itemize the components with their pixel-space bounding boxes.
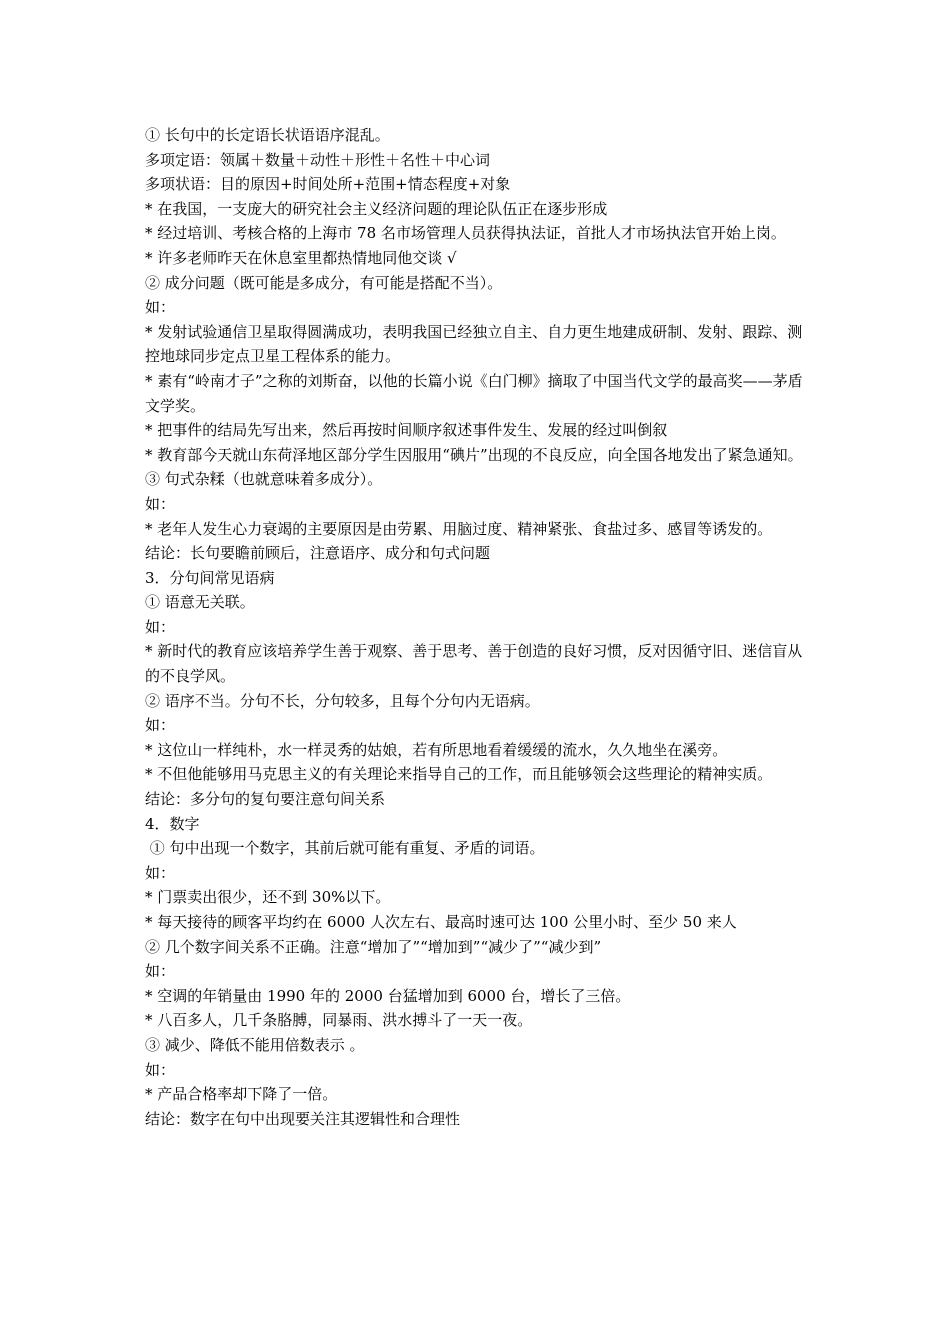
text-line: 如：: [145, 863, 176, 882]
text-line: * 八百多人，几千条胳膊，同暴雨、洪水搏斗了一天一夜。: [145, 1011, 533, 1030]
text-line: 如：: [145, 1060, 176, 1079]
text-line: 4．数字: [145, 814, 200, 833]
document-body: [145, 123, 815, 1131]
text-line: * 教育部今天就山东荷泽地区部分学生因服用“碘片”出现的不良反应，向全国各地发出了紧急通知。: [145, 445, 803, 464]
text-line: 结论：数字在句中出现要关注其逻辑性和合理性: [145, 1109, 461, 1128]
text-line: 3．分句间常见语病: [145, 568, 275, 587]
text-line: ③ 句式杂糅（也就意味着多成分）。: [145, 470, 383, 489]
text-line: * 空调的年销量由 1990 年的 2000 台猛增加到 6000 台，增长了三倍。: [145, 986, 631, 1005]
text-line: ② 语序不当。分句不长，分句较多，且每个分句内无语病。: [145, 691, 540, 710]
text-line: 如：: [145, 716, 176, 735]
text-line: * 不但他能够用马克思主义的有关理论来指导自己的工作，而且能够领会这些理论的精神实质。: [145, 765, 773, 784]
text-line: ① 句中出现一个数字，其前后就可能有重复、矛盾的词语。: [145, 839, 545, 858]
text-line: * 新时代的教育应该培养学生善于观察、善于思考、善于创造的良好习惯，反对因循守旧、迷信盲从的不良学风。: [145, 642, 803, 686]
text-line: * 把事件的结局先写出来，然后再按时间顺序叙述事件发生、发展的经过叫倒叙: [145, 421, 668, 440]
text-line: * 经过培训、考核合格的上海市 78 名市场管理人员获得执法证，首批人才市场执法官开始上岗。: [145, 224, 786, 243]
text-line: 多项定语：领属＋数量＋动性＋形性＋名性＋中心词: [145, 150, 491, 169]
text-line: ② 几个数字间关系不正确。注意“增加了”“增加到”“减少了”“减少到”: [145, 937, 602, 956]
text-line: ③ 减少、降低不能用倍数表示 。: [145, 1035, 365, 1054]
text-line: ① 长句中的长定语长状语语序混乱。: [145, 126, 390, 144]
text-line: * 这位山一样纯朴，水一样灵秀的姑娘，若有所思地看着缓缓的流水，久久地坐在溪旁。: [145, 740, 728, 759]
text-line: * 产品合格率却下降了一倍。: [145, 1085, 338, 1104]
text-line: ② 成分问题（既可能是多成分，有可能是搭配不当）。: [145, 273, 503, 292]
text-line: 如：: [145, 617, 176, 636]
text-line: * 老年人发生心力衰竭的主要原因是由劳累、用脑过度、精神紧张、食盐过多、感冒等诱发的。: [145, 519, 773, 538]
text-line: 结论：多分句的复句要注意句间关系: [145, 790, 386, 809]
text-line: * 发射试验通信卫星取得圆满成功，表明我国已经独立自主、自力更生地建成研制、发射、跟踪、测控地球同步定点卫星工程体系的能力。: [145, 322, 803, 366]
text-line: 结论：长句要瞻前顾后，注意语序、成分和句式问题: [145, 544, 491, 563]
text-line: 如：: [145, 962, 176, 981]
text-line: * 门票卖出很少，还不到 30%以下。: [145, 888, 391, 907]
text-line: ① 语意无关联。: [145, 593, 255, 612]
text-line: 多项状语：目的原因+时间处所+范围+情态程度+对象: [145, 175, 511, 194]
text-line: 如：: [145, 298, 176, 317]
text-line: * 在我国，一支庞大的研究社会主义经济问题的理论队伍正在逐步形成: [145, 199, 608, 218]
text-line: * 素有“岭南才子”之称的刘斯奋，以他的长篇小说《白门柳》摘取了中国当代文学的最高奖——茅盾文学奖。: [145, 371, 803, 415]
text-line: * 每天接待的顾客平均约在 6000 人次左右、最高时速可达 100 公里小时、至少 50 来人: [145, 913, 737, 931]
text-line: * 许多老师昨天在休息室里都热情地同他交谈 √: [145, 248, 457, 267]
text-line: 如：: [145, 494, 176, 513]
